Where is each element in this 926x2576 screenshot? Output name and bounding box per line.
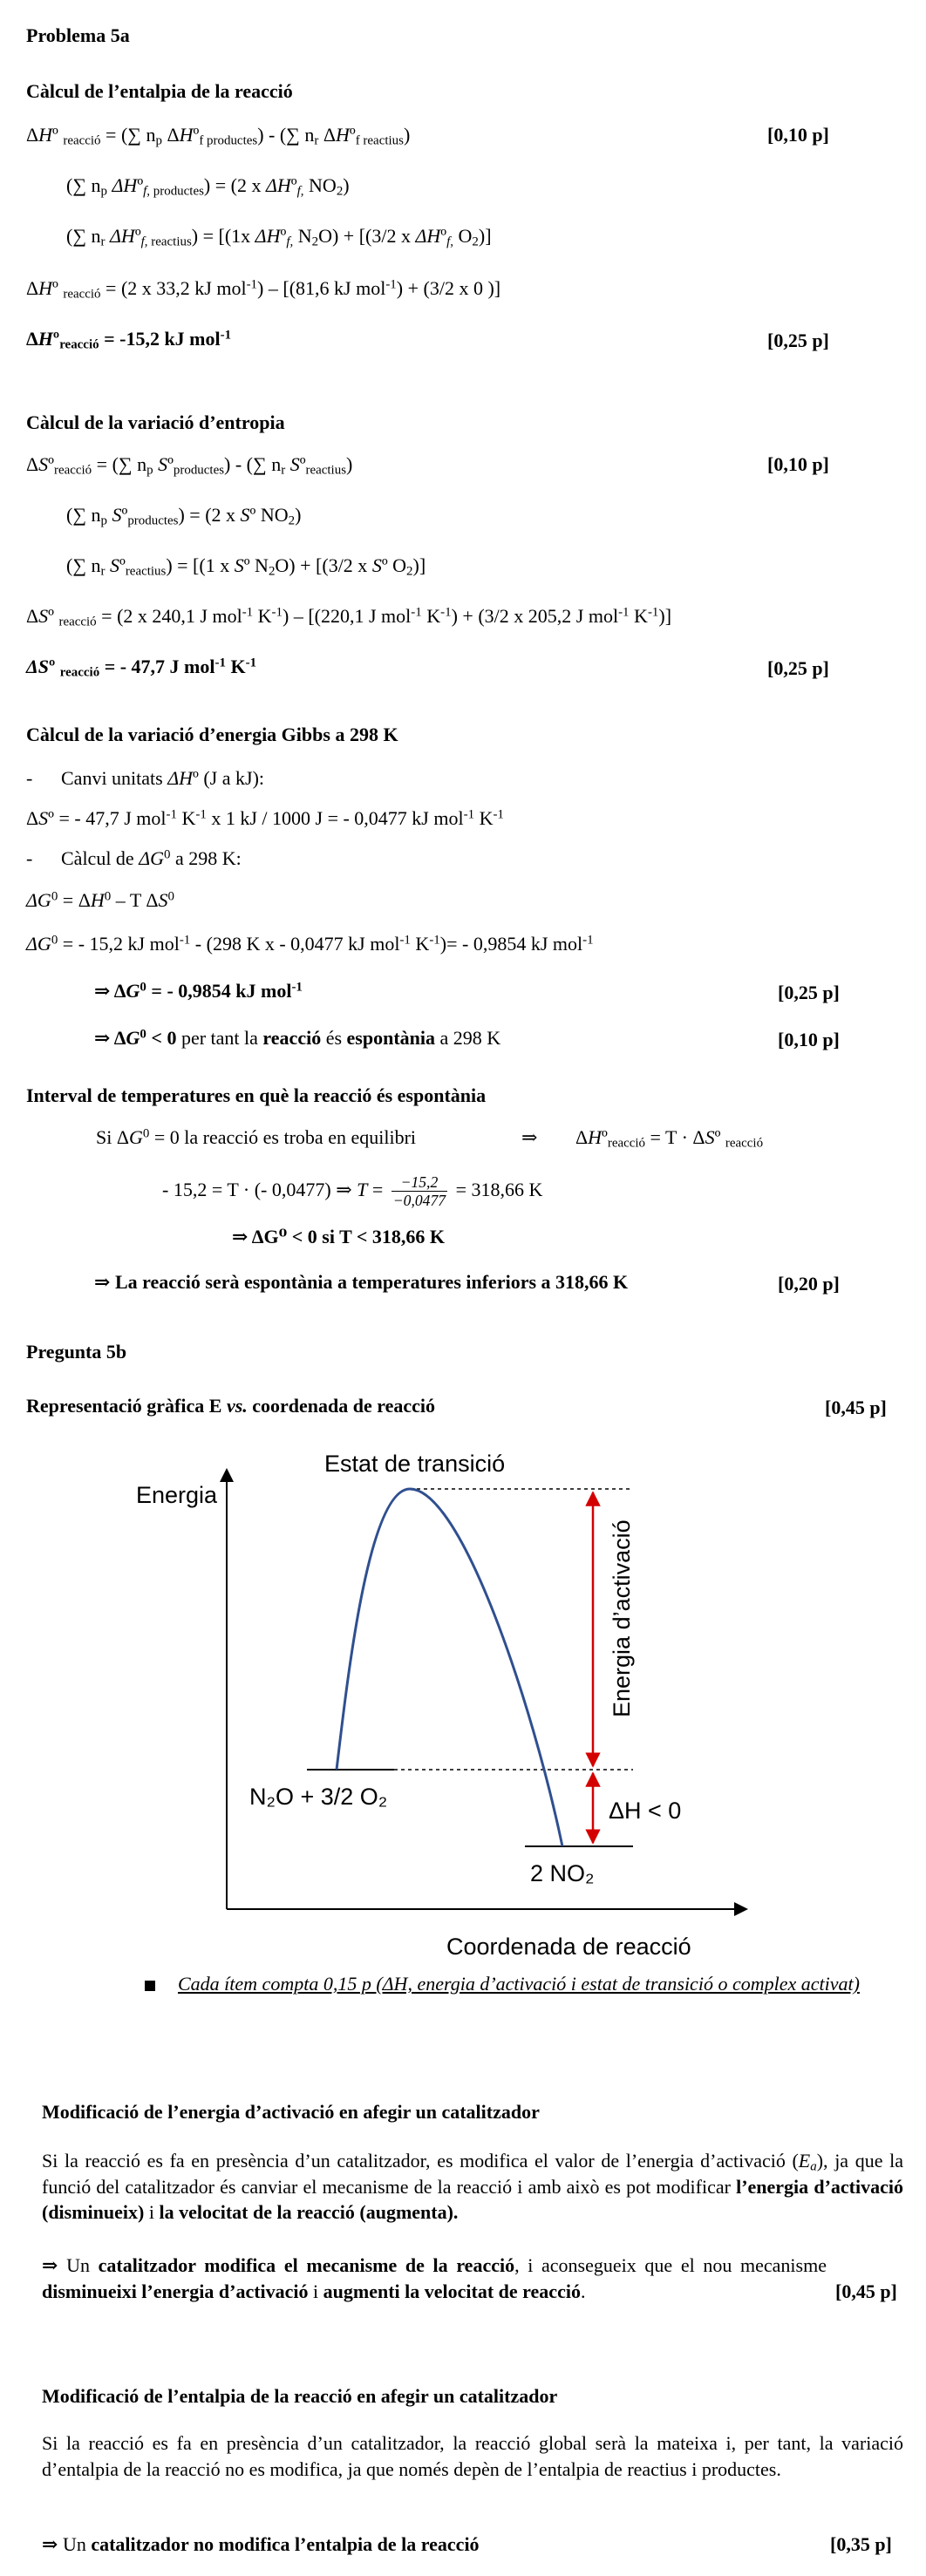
- graph-points: [0,45 p]: [825, 1397, 887, 1418]
- gibbs-spontaneous: ⇒ $\Delta G^0 < 0$ per tant la reacció és espontània a 298 K: [94, 1027, 501, 1049]
- y-axis-label: Energia: [136, 1482, 218, 1508]
- interval-arrow: ⇒: [521, 1126, 538, 1148]
- gibbs-points-2: [0,10 p]: [778, 1029, 840, 1050]
- entropy-result: ΔSº $_{reacció}$ = - 47,7 J mol$^{-1}$ $K^{-1}$: [26, 656, 257, 680]
- problem-5b-title: Pregunta 5b: [26, 1341, 127, 1363]
- enthalpy-heading: Càlcul de l’entalpia de la reacció: [26, 80, 293, 102]
- entropy-substitution: ΔSº $_{reacció}$ = (2 x 240,1 J mol$^{-1}$ $K^{-1}) - [(220,1$ J mol$^{-1}$ $K^{-1}) + (3/2$ x 205,2 J mol$^{-1}$ $K^{-1}$)]: [26, 605, 672, 629]
- enthalpy-result: ΔHº$_{reacció}$ = -15,2 kJ mol$^{-1}$: [26, 328, 232, 352]
- enthalpy-substitution: ΔHº $_{reacció}$ = (2 x 33,2 kJ mol$^{-1}$) – [(81,6 kJ mol$^{-1}$) + (3/2 x 0 )]: [26, 277, 501, 302]
- gibbs-formula: $\Delta G^0 = \Delta H^0 - T$ $\Delta S^0$: [26, 889, 175, 911]
- interval-calculation: - 15,2 = T · (- 0,0477) ⇒ T = $\frac{-15,2}{-0,0477}$ = 318,66 K: [162, 1173, 543, 1210]
- x-axis-label: Coordenada de reacció: [446, 1934, 691, 1960]
- enthalpy-points-1: [0,10 p]: [767, 124, 829, 146]
- activation-energy-label: Energia d’activació: [609, 1519, 635, 1717]
- gibbs-step1: Canvi unitats ΔHº (J a kJ):: [61, 767, 265, 789]
- interval-condition-final: ⇒ ΔG⁰ < 0 si T < 318,66 K: [232, 1226, 445, 1247]
- catalyst-dh-conclusion: ⇒ Un catalitzador no modifica l’entalpia de la reacció: [42, 2533, 480, 2555]
- enthalpy-reactants: (∑ $n_r$ ΔHº$_{f, reactius}$) = [(1x ΔHº$_{f,}$ $N_2O) + [(3/2$ x ΔHº$_{f,}$ $O_2$)]: [66, 225, 492, 249]
- gibbs-points-1: [0,25 p]: [778, 982, 840, 1003]
- catalyst-ea-paragraph: Si la reacció es fa en presència d’un catalitzador, es modifica el valor de l’energia d’activació $(E_a)$, ja que la funció del catalitzador és canviar el mecanisme de la reacció i amb això es pot modificar l’energia d’activació (disminueix) i la velocitat de la reacció (augmenta).: [42, 2150, 903, 2224]
- entropy-reactants: (∑ $n_r$ Sº$_{reactius}$) = [(1 x Sº $N_2O) + [(3/2$ x Sº $O_2$)]: [66, 554, 426, 579]
- interval-conclusion: ⇒ La reacció serà espontània a temperatures inferiors a 318,66 K: [94, 1271, 629, 1293]
- temperature-fraction: $\frac{-15,2}{-0,0477}$: [392, 1173, 446, 1210]
- enthalpy-change-label: ΔH < 0: [609, 1798, 682, 1824]
- catalyst-dh-points: [0,35 p]: [830, 2533, 892, 2555]
- gibbs-heading: Càlcul de la variació d’energia Gibbs a 298 K: [26, 724, 398, 745]
- gibbs-step1-dash: -: [26, 767, 33, 789]
- enthalpy-points-2: [0,25 p]: [767, 330, 829, 351]
- transition-state-label: Estat de transició: [324, 1451, 506, 1477]
- interval-equilibrium-eq: ΔHº$_{reacció}$ = T · ΔSº $_{reacció}$: [575, 1126, 764, 1151]
- catalyst-dh-paragraph: Si la reacció es fa en presència d’un catalitzador, la reacció global serà la mateixa i, per tant, la variació d’entalpia de la reacció no es modifica, ja que només depèn de l’entalpia de reactius i productes.: [42, 2432, 903, 2480]
- gibbs-unit-conversion: ΔSº = - 47,7 J mol$^{-1}$ $K^{-1}$ x 1 kJ / 1000 J = - 0,0477 kJ mol$^{-1}$ $K^{-1}$: [26, 807, 504, 829]
- graph-heading: Representació gràfica E vs. coordenada de reacció: [26, 1395, 436, 1417]
- scoring-note: Cada ítem compta 0,15 p (ΔH, energia d’activació i estat de transició o complex activat): [178, 1973, 860, 1995]
- gibbs-step2-dash: -: [26, 847, 33, 869]
- enthalpy-products: (∑ $n_p$ ΔHº$_{f, productes}$) = (2 x ΔHº$_{f,}$ $NO_2$): [66, 174, 350, 199]
- entropy-points-1: [0,10 p]: [767, 453, 829, 475]
- problem-5a-title: Problema 5a: [26, 24, 130, 46]
- gibbs-step2: Càlcul de $\Delta G^0$ a 298 K:: [61, 847, 242, 869]
- interval-points: [0,20 p]: [778, 1273, 840, 1295]
- interval-heading: Interval de temperatures en què la reacció és espontània: [26, 1084, 487, 1106]
- note-bullet: [145, 1981, 155, 1991]
- gibbs-substitution: $\Delta G^0$ = - 15,2 kJ mol$^{-1}$ - (298 K x - 0,0477 kJ mol$^{-1}$ $K^{-1})= - 0,9854$ kJ mol$^{-1}$: [26, 933, 594, 955]
- reactants-label: N₂O + 3/2 O₂: [249, 1784, 388, 1810]
- entropy-products: (∑ $n_p$ Sº$_{productes}$) = (2 x Sº $NO_2$): [66, 504, 302, 528]
- products-label: 2 NO₂: [530, 1860, 595, 1886]
- energy-diagram: [0, 1430, 926, 1970]
- entropy-formula: ΔSº$_{reacció}$ = (∑ $n_p$ Sº$_{productes}$) - (∑ $n_r$ Sº$_{reactius}$): [26, 453, 353, 478]
- gibbs-result: ⇒ $\Delta G^0$ = - 0,9854 kJ mol$^{-1}$: [94, 980, 303, 1002]
- catalyst-dh-heading: Modificació de l’entalpia de la reacció en afegir un catalitzador: [42, 2385, 558, 2407]
- catalyst-ea-points: [0,45 p]: [835, 2280, 897, 2302]
- catalyst-ea-heading: Modificació de l’energia d’activació en afegir un catalitzador: [42, 2101, 540, 2123]
- enthalpy-formula: ΔHº $_{reacció}$ = (∑ $n_p$ ΔHº$_{f productes}$) - (∑ $n_r$ ΔHº$_{f reactius}$): [26, 124, 411, 148]
- entropy-heading: Càlcul de la variació d’entropia: [26, 411, 285, 433]
- entropy-points-2: [0,25 p]: [767, 657, 829, 679]
- catalyst-ea-conclusion: ⇒ Un catalitzador modifica el mecanisme de la reacció, i aconsegueix que el nou mecanisme disminueixi l’energia d’activació i augmenti la velocitat de reacció.: [42, 2254, 827, 2302]
- interval-condition: Si $\Delta G^0 = 0$ la reacció es troba en equilibri: [96, 1126, 417, 1148]
